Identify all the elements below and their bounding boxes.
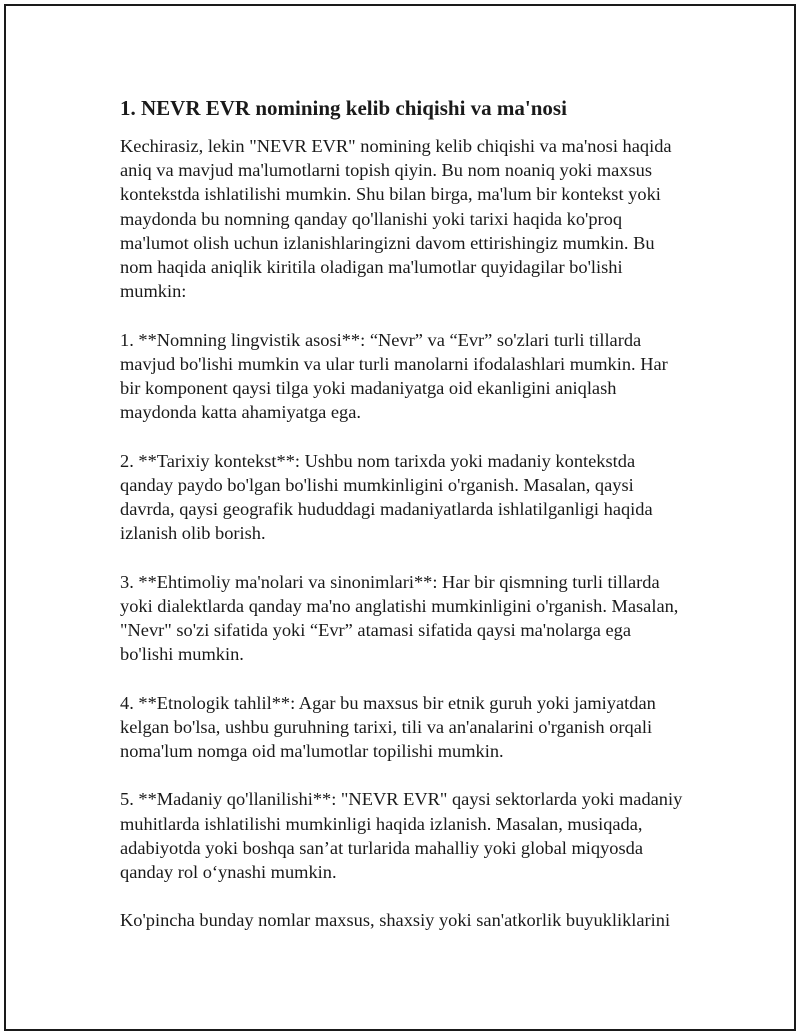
text-line: 1. **Nomning lingvistik asosi**: “Nevr” va “Evr” so'zlari turli tillarda [120, 329, 642, 350]
text-line: davrda, qaysi geografik hududdagi madaniyatlarda ishlatilganligi haqida [120, 499, 653, 520]
text-line: qanday paydo bo'lgan bo'lishi mumkinligini o'rganish. Masalan, qaysi [120, 474, 634, 495]
text-line: "Nevr" so'zi sifatida yoki “Evr” atamasi sifatida qaysi ma'nolarga ega [120, 620, 632, 641]
list-item-ethnological-analysis [120, 691, 692, 764]
text-line: noma'lum nomga oid ma'lumotlar topilishi mumkin. [120, 741, 504, 762]
intro-paragraph [120, 134, 692, 303]
text-line: 5. **Madaniy qo'llanilishi**: "NEVR EVR" qaysi sektorlarda yoki madaniy [120, 789, 683, 810]
page-frame [4, 4, 796, 1031]
list-item-cultural-usage [120, 787, 692, 884]
page-title: 1. NEVR EVR nomining kelib chiqishi va ma'nosi [120, 96, 567, 120]
list-item-linguistic-basis [120, 328, 692, 425]
text-line: izlanish olib borish. [120, 523, 266, 544]
text-line: Ko'pincha bunday nomlar maxsus, shaxsiy yoki san'atkorlik buyukliklarini [120, 910, 671, 931]
text-line: kelgan bo'lsa, ushbu guruhning tarixi, tili va an'analarini o'rganish orqali [120, 716, 653, 737]
text-line: nom haqida aniqlik kiritila oladigan ma'lumotlar quyidagilar bo'lishi [120, 257, 623, 278]
text-line: yoki dialektlarda qanday ma'no anglatishi mumkinligini o'rganish. Masalan, [120, 595, 679, 616]
text-line: muhitlarda ishlatilishi mumkinligi haqida izlanish. Masalan, musiqada, [120, 813, 643, 834]
text-line: 3. **Ehtimoliy ma'nolari va sinonimlari**: Har bir qismning turli tillarda [120, 571, 660, 592]
text-line: 4. **Etnologik tahlil**: Agar bu maxsus bir etnik guruh yoki jamiyatdan [120, 692, 656, 713]
list-item-possible-meanings [120, 570, 692, 667]
text-line: aniq va mavjud ma'lumotlarni topish qiyin. Bu nom noaniq yoki maxsus [120, 160, 652, 181]
text-line: bir komponent qaysi tilga yoki madaniyatga oid ekanligini aniqlash [120, 378, 617, 399]
text-line: bo'lishi mumkin. [120, 644, 244, 665]
text-line: 2. **Tarixiy kontekst**: Ushbu nom tarixda yoki madaniy kontekstda [120, 450, 636, 471]
text-line: mavjud bo'lishi mumkin va ular turli manolarni ifodalashlari mumkin. Har [120, 353, 668, 374]
text-line: kontekstda ishlatilishi mumkin. Shu bilan birga, ma'lum bir kontekst yoki [120, 184, 661, 205]
text-line: ma'lumot olish uchun izlanishlaringizni davom ettirishingiz mumkin. Bu [120, 232, 655, 253]
closing-paragraph [120, 908, 692, 932]
text-line: mumkin: [120, 281, 187, 302]
text-line: maydonda bu nomning qanday qo'llanishi yoki tarixi haqida ko'proq [120, 208, 623, 229]
text-line: qanday rol o‘ynashi mumkin. [120, 862, 337, 883]
text-line: adabiyotda yoki boshqa san’at turlarida mahalliy yoki global miqyosda [120, 837, 643, 858]
text-line: Kechirasiz, lekin "NEVR EVR" nomining kelib chiqishi va ma'nosi haqida [120, 136, 672, 156]
text-line: maydonda katta ahamiyatga ega. [120, 402, 362, 423]
list-item-historical-context [120, 449, 692, 546]
document-body [120, 94, 692, 957]
